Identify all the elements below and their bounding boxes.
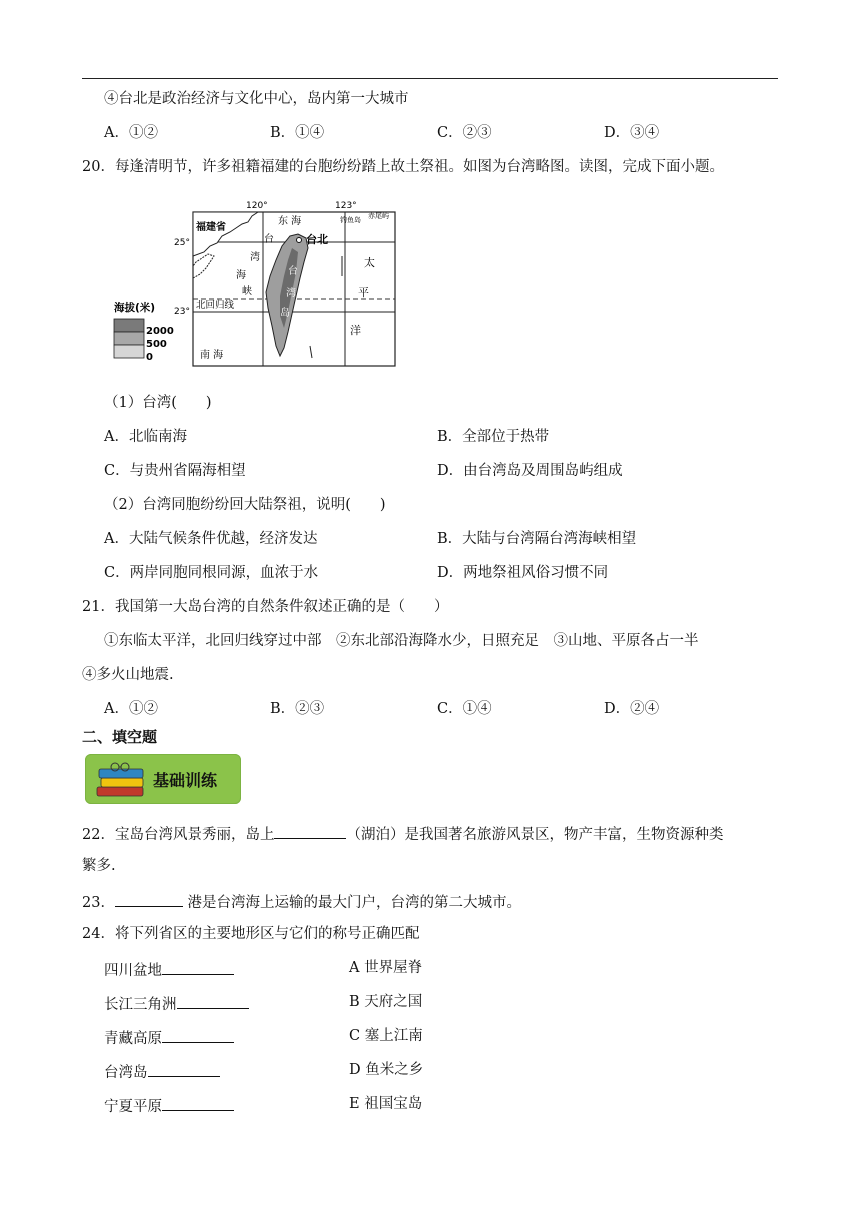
q20-sub1-option-d[interactable]: D．由台湾岛及周围岛屿组成: [437, 463, 623, 479]
section-title: 二、填空题: [82, 728, 158, 746]
taibei-label: 台北: [306, 233, 328, 246]
q21-statements-line1: ①东临太平洋，北回归线穿过中部 ②东北部沿海降水少，日照充足 ③山地、平原各占一半: [104, 633, 699, 649]
q23-line: [82, 890, 521, 913]
diaoyu-label: 钓鱼岛: [340, 216, 361, 224]
island-char-1: 台: [288, 266, 298, 277]
q21-option-b[interactable]: B．②③: [270, 701, 325, 717]
books-icon: [93, 761, 149, 799]
q21-stem: 21．我国第一大岛台湾的自然条件叙述正确的是（ ）: [82, 599, 449, 615]
q24-left-label-1: 四川盆地: [104, 963, 162, 979]
pacific-char-1: 太: [364, 256, 375, 269]
chiwei-label: 赤尾屿: [368, 212, 389, 220]
q21-option-d[interactable]: D．②④: [604, 701, 660, 717]
q24-left-item-2: [104, 992, 249, 1015]
q24-blank-2[interactable]: [177, 992, 249, 1009]
q22-line2: 繁多.: [82, 858, 116, 874]
legend-value-500: 500: [146, 339, 167, 350]
q24-blank-5[interactable]: [162, 1094, 234, 1111]
q20-sub1-option-a[interactable]: A．北临南海: [104, 429, 187, 445]
legend-title: 海拔(米): [114, 302, 156, 314]
q24-left-label-5: 宁夏平原: [104, 1099, 162, 1115]
q21-option-a[interactable]: A．①②: [104, 701, 158, 717]
q22-text-1: 22．宝岛台湾风景秀丽，岛上: [82, 827, 275, 843]
pacific-char-2: 平: [358, 286, 369, 299]
q24-left-item-5: [104, 1094, 234, 1117]
q20-sub1-stem: （1）台湾( ): [104, 395, 212, 411]
legend-swatch-mid: [114, 332, 144, 345]
q20-sub2-stem: （2）台湾同胞纷纷回大陆祭祖，说明( ): [104, 497, 386, 513]
q24-left-item-4: [104, 1060, 220, 1083]
q24-right-item-e: E 祖国宝岛: [349, 1096, 423, 1112]
legend-value-0: 0: [146, 352, 153, 363]
q21-statements-line2: ④多火山地震.: [82, 667, 174, 683]
q22-blank[interactable]: [274, 822, 346, 839]
q24-right-item-d: D 鱼米之乡: [349, 1062, 424, 1078]
q19-option-d[interactable]: D．③④: [604, 125, 660, 141]
legend-value-2000: 2000: [146, 326, 174, 337]
q20-sub2-option-d[interactable]: D．两地祭祖风俗习惯不同: [437, 565, 609, 581]
q19-item4: ④台北是政治经济与文化中心，岛内第一大城市: [104, 91, 409, 107]
taiwan-map: [112, 196, 402, 372]
q19-option-a[interactable]: A．①②: [104, 125, 158, 141]
lat-25-label: 25°: [174, 238, 190, 248]
q20-sub1-option-c[interactable]: C．与贵州省隔海相望: [104, 463, 246, 479]
lon-120-label: 120°: [246, 201, 268, 211]
pacific-char-3: 洋: [350, 324, 361, 337]
q20-sub1-option-b[interactable]: B．全部位于热带: [437, 429, 550, 445]
south-sea-label: 南 海: [200, 350, 224, 361]
q22-text-2: （湖泊）是我国著名旅游风景区，物产丰富，生物资源种类: [346, 827, 724, 843]
q23-blank[interactable]: [115, 890, 183, 907]
legend-swatch-high: [114, 319, 144, 332]
q20-stem: 20．每逢清明节，许多祖籍福建的台胞纷纷踏上故土祭祖。如图为台湾略图。读图，完成下面小题。: [82, 159, 724, 175]
q24-blank-3[interactable]: [162, 1026, 234, 1043]
q24-right-item-a: A 世界屋脊: [349, 960, 423, 976]
q20-sub2-option-c[interactable]: C．两岸同胞同根同源，血浓于水: [104, 565, 319, 581]
east-sea-label: 东 海: [278, 216, 302, 227]
q23-number: 23．: [82, 895, 115, 911]
q24-left-item-3: [104, 1026, 234, 1049]
fujian-label: 福建省: [196, 222, 226, 233]
q24-right-item-c: C 塞上江南: [349, 1028, 423, 1044]
basic-training-badge: [85, 754, 241, 804]
q24-stem: 24．将下列省区的主要地形区与它们的称号正确匹配: [82, 926, 420, 942]
strait-char-3: 海: [236, 270, 246, 281]
q24-left-item-1: [104, 958, 234, 981]
q24-blank-1[interactable]: [162, 958, 234, 975]
tropic-label: 北回归线: [196, 300, 235, 311]
legend-swatch-low: [114, 345, 144, 358]
q24-left-label-4: 台湾岛: [104, 1065, 148, 1081]
strait-char-4: 峡: [242, 286, 252, 297]
island-char-2: 湾: [286, 288, 296, 299]
header-rule: [82, 78, 778, 79]
strait-char-1: 台: [264, 234, 274, 245]
q22-line1: [82, 822, 723, 845]
badge-label: 基础训练: [153, 771, 218, 790]
q24-blank-4[interactable]: [148, 1060, 220, 1077]
q21-option-c[interactable]: C．①④: [437, 701, 492, 717]
q24-right-item-b: B 天府之国: [349, 994, 423, 1010]
q20-sub2-option-b[interactable]: B．大陆与台湾隔台湾海峡相望: [437, 531, 637, 547]
q19-option-b[interactable]: B．①④: [270, 125, 325, 141]
lon-123-label: 123°: [335, 201, 357, 211]
q23-text: 港是台湾海上运输的最大门户，台湾的第二大城市。: [182, 895, 522, 911]
q20-sub2-option-a[interactable]: A．大陆气候条件优越，经济发达: [104, 531, 318, 547]
strait-char-2: 湾: [250, 252, 260, 263]
q24-left-label-2: 长江三角洲: [104, 997, 177, 1013]
island-char-3: 岛: [280, 308, 290, 319]
lat-23-label: 23°: [174, 307, 190, 317]
q24-left-label-3: 青藏高原: [104, 1031, 162, 1047]
q19-option-c[interactable]: C．②③: [437, 125, 492, 141]
